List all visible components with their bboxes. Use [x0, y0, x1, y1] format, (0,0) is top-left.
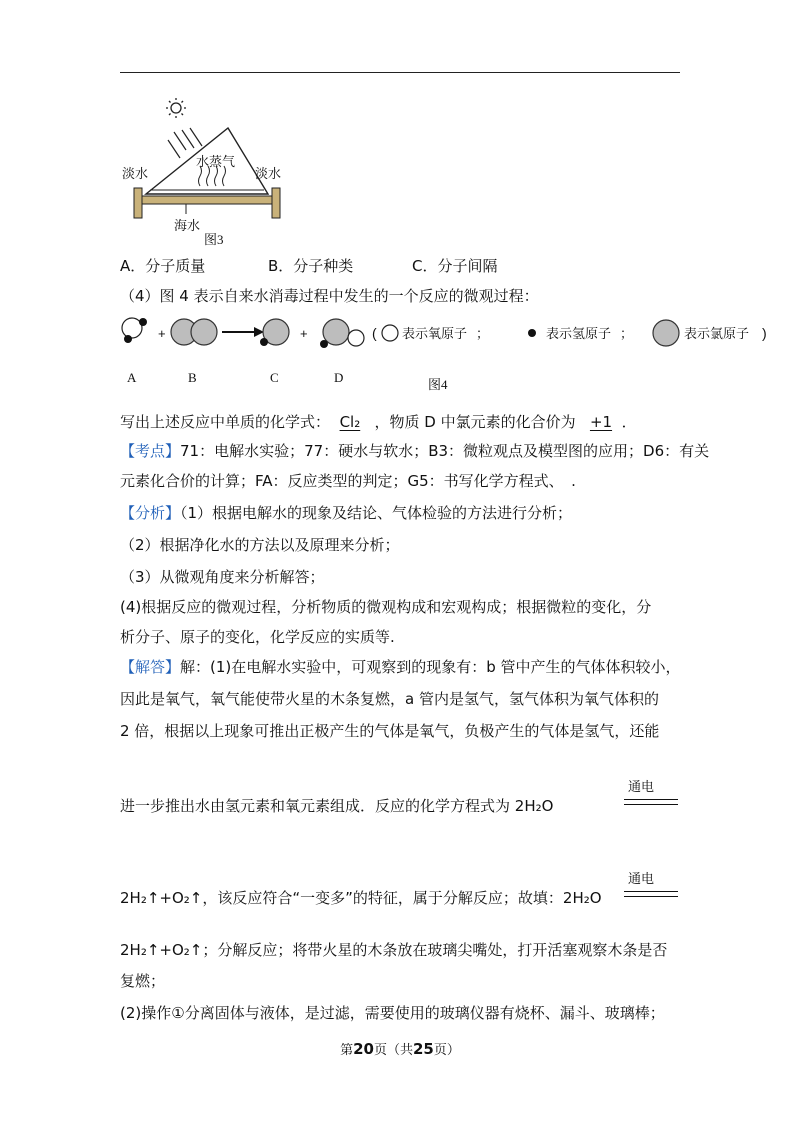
- fig3-sea-label: 海水: [174, 218, 201, 233]
- legend-oxygen: 表示氧原子: [402, 326, 468, 341]
- fenxi-line-4: (4)根据反应的微观过程，分析物质的微观构成和宏观构成；根据微粒的变化，分: [120, 598, 652, 616]
- option-a: A．分子质量: [120, 257, 206, 275]
- fig4-letter-a: A: [127, 370, 137, 385]
- fig4-letter-c: C: [270, 370, 279, 385]
- jieda-line-5: 2H₂↑+O₂↑，该反应符合“一变多”的特征，属于分解反应；故填：2H₂O: [120, 889, 602, 907]
- fig3-caption: 图3: [204, 232, 224, 247]
- answer-valence: +1: [589, 413, 613, 431]
- jieda-line-8: (2)操作①分离固体与液体，是过滤，需要使用的玻璃仪器有烧杯、漏斗、玻璃棒；: [120, 1004, 665, 1022]
- fenxi-line-3: （3）从微观角度来分析解答；: [120, 568, 325, 586]
- trough: [134, 196, 280, 204]
- kaodian-tag: 【考点】: [120, 442, 181, 460]
- jieda-line-6: 2H₂↑+O₂↑；分解反应；将带火星的木条放在玻璃尖嘴处，打开活塞观察木条是否: [120, 941, 668, 959]
- molecule-d: [320, 319, 364, 348]
- plus-sign: +: [158, 326, 166, 341]
- fig4-letter-b: B: [188, 370, 197, 385]
- jieda-line-1: 【解答】解：(1)在电解水实验中，可观察到的现象有：b 管中产生的气体体积较小，: [120, 658, 681, 676]
- jieda-line-7: 复燃；: [120, 972, 166, 990]
- page-total: 25: [413, 1040, 434, 1058]
- legend-chlorine: 表示氯原子: [684, 326, 750, 341]
- fenxi-tag: 【分析】: [120, 504, 181, 522]
- answer-line: 写出上述反应中单质的化学式： Cl₂ ，物质 D 中氯元素的化合价为 +1 ．: [120, 413, 637, 431]
- kaodian-line-2: 元素化合价的计算；FA：反应类型的判定；G5：书写化学方程式、 .: [120, 472, 576, 490]
- legend-hydrogen: 表示氢原子: [546, 326, 612, 341]
- fig4-letter-d: D: [334, 370, 344, 385]
- fenxi-line-1: 【分析】（1）根据电解水的现象及结论、气体检验的方法进行分析；: [120, 504, 573, 522]
- sun-icon: [166, 98, 186, 118]
- fig4-caption: 图4: [428, 377, 448, 392]
- hydrogen-atom-legend-icon: [528, 329, 536, 337]
- svg-text:): ): [762, 325, 767, 341]
- option-b: B．分子种类: [268, 257, 354, 275]
- fenxi-line-5: 析分子、原子的变化，化学反应的实质等.: [120, 628, 395, 646]
- reaction-arrow: [222, 327, 264, 337]
- option-c: C．分子间隔: [412, 257, 498, 275]
- oxygen-atom-legend-icon: [382, 325, 398, 341]
- figure-4-reaction: [118, 312, 778, 358]
- fig3-left-label: 淡水: [122, 166, 149, 181]
- svg-text:；: ；: [476, 326, 490, 341]
- svg-text:(: (: [372, 325, 377, 341]
- fig3-right-label: 淡水: [255, 166, 282, 181]
- chlorine-atom-legend-icon: [653, 320, 679, 346]
- molecule-b: [171, 319, 217, 345]
- jieda-line-3: 2 倍，根据以上现象可推出正极产生的气体是氧气，负极产生的气体是氢气，还能: [120, 722, 660, 740]
- molecule-c: [260, 319, 289, 346]
- equation-bar-2: [624, 891, 678, 897]
- page-number: 20: [353, 1040, 374, 1058]
- fenxi-line-2: （2）根据净化水的方法以及原理来分析；: [120, 536, 400, 554]
- jieda-line-2: 因此是氧气，氧气能使带火星的木条复燃，a 管内是氢气，氢气体积为氧气体积的: [120, 690, 659, 708]
- header-rule: [120, 72, 680, 73]
- svg-text:；: ；: [620, 326, 634, 341]
- question-4-intro: （4）图 4 表示自来水消毒过程中发生的一个反应的微观过程：: [120, 287, 539, 305]
- condition-electrolysis-2: 通电: [628, 872, 655, 887]
- jieda-line-4: 进一步推出水由氢元素和氧元素组成．反应的化学方程式为 2H₂O: [120, 797, 554, 815]
- fig3-vapor-label: 水蒸气: [196, 154, 236, 169]
- kaodian-line-1: 【考点】71：电解水实验；77：硬水与软水；B3：微粒观点及模型图的应用；D6：有关: [120, 442, 710, 460]
- jieda-tag: 【解答】: [120, 658, 181, 676]
- answer-formula: Cl₂: [339, 413, 361, 431]
- condition-electrolysis-1: 通电: [628, 780, 655, 795]
- equation-bar-1: [624, 799, 678, 805]
- plus-sign: +: [300, 326, 308, 341]
- molecule-a: [122, 318, 147, 343]
- page-footer: 第20页（共25页）: [340, 1040, 460, 1058]
